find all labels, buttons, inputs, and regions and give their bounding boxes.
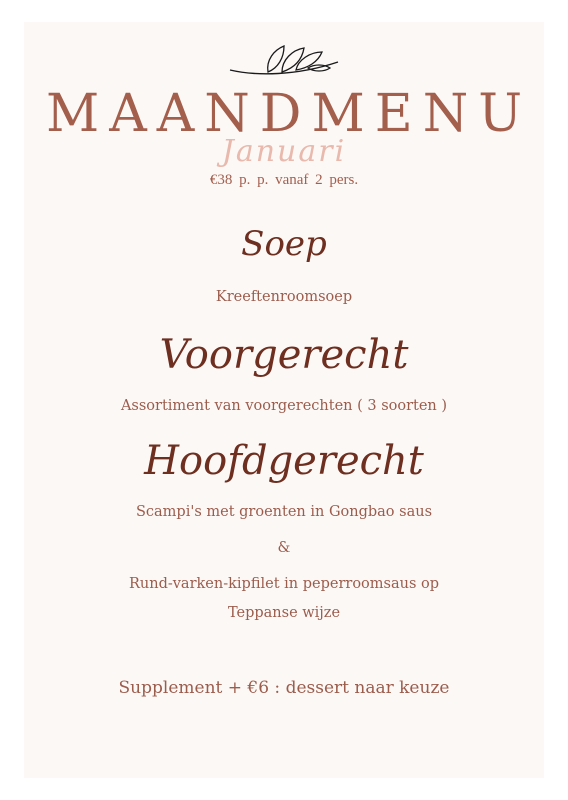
dish-voorgerecht: Assortiment van voorgerechten ( 3 soorten ) <box>120 398 448 414</box>
menu-price: €38 p. p. vanaf 2 pers. <box>209 172 359 188</box>
section-title-hoofdgerecht: Hoofdgerecht <box>144 438 424 484</box>
dish-hoofdgerecht-1: Scampi's met groenten in Gongbao saus <box>135 504 433 520</box>
leaf-branch-icon <box>226 42 342 80</box>
dish-soep: Kreeftenroomsoep <box>215 289 353 305</box>
supplement-note: Supplement + €6 : dessert naar keuze <box>118 678 450 698</box>
dish-hoofdgerecht-2-line2: Teppanse wijze <box>227 605 341 621</box>
section-title-voorgerecht: Voorgerecht <box>159 332 409 378</box>
dish-separator: & <box>277 540 291 556</box>
dish-hoofdgerecht-2-line1: Rund-varken-kipfilet in peperroomsaus op <box>128 576 440 592</box>
menu-title: MAANDMENU <box>45 84 533 144</box>
section-title-soep: Soep <box>241 224 327 264</box>
menu-month: Januari <box>221 134 347 169</box>
